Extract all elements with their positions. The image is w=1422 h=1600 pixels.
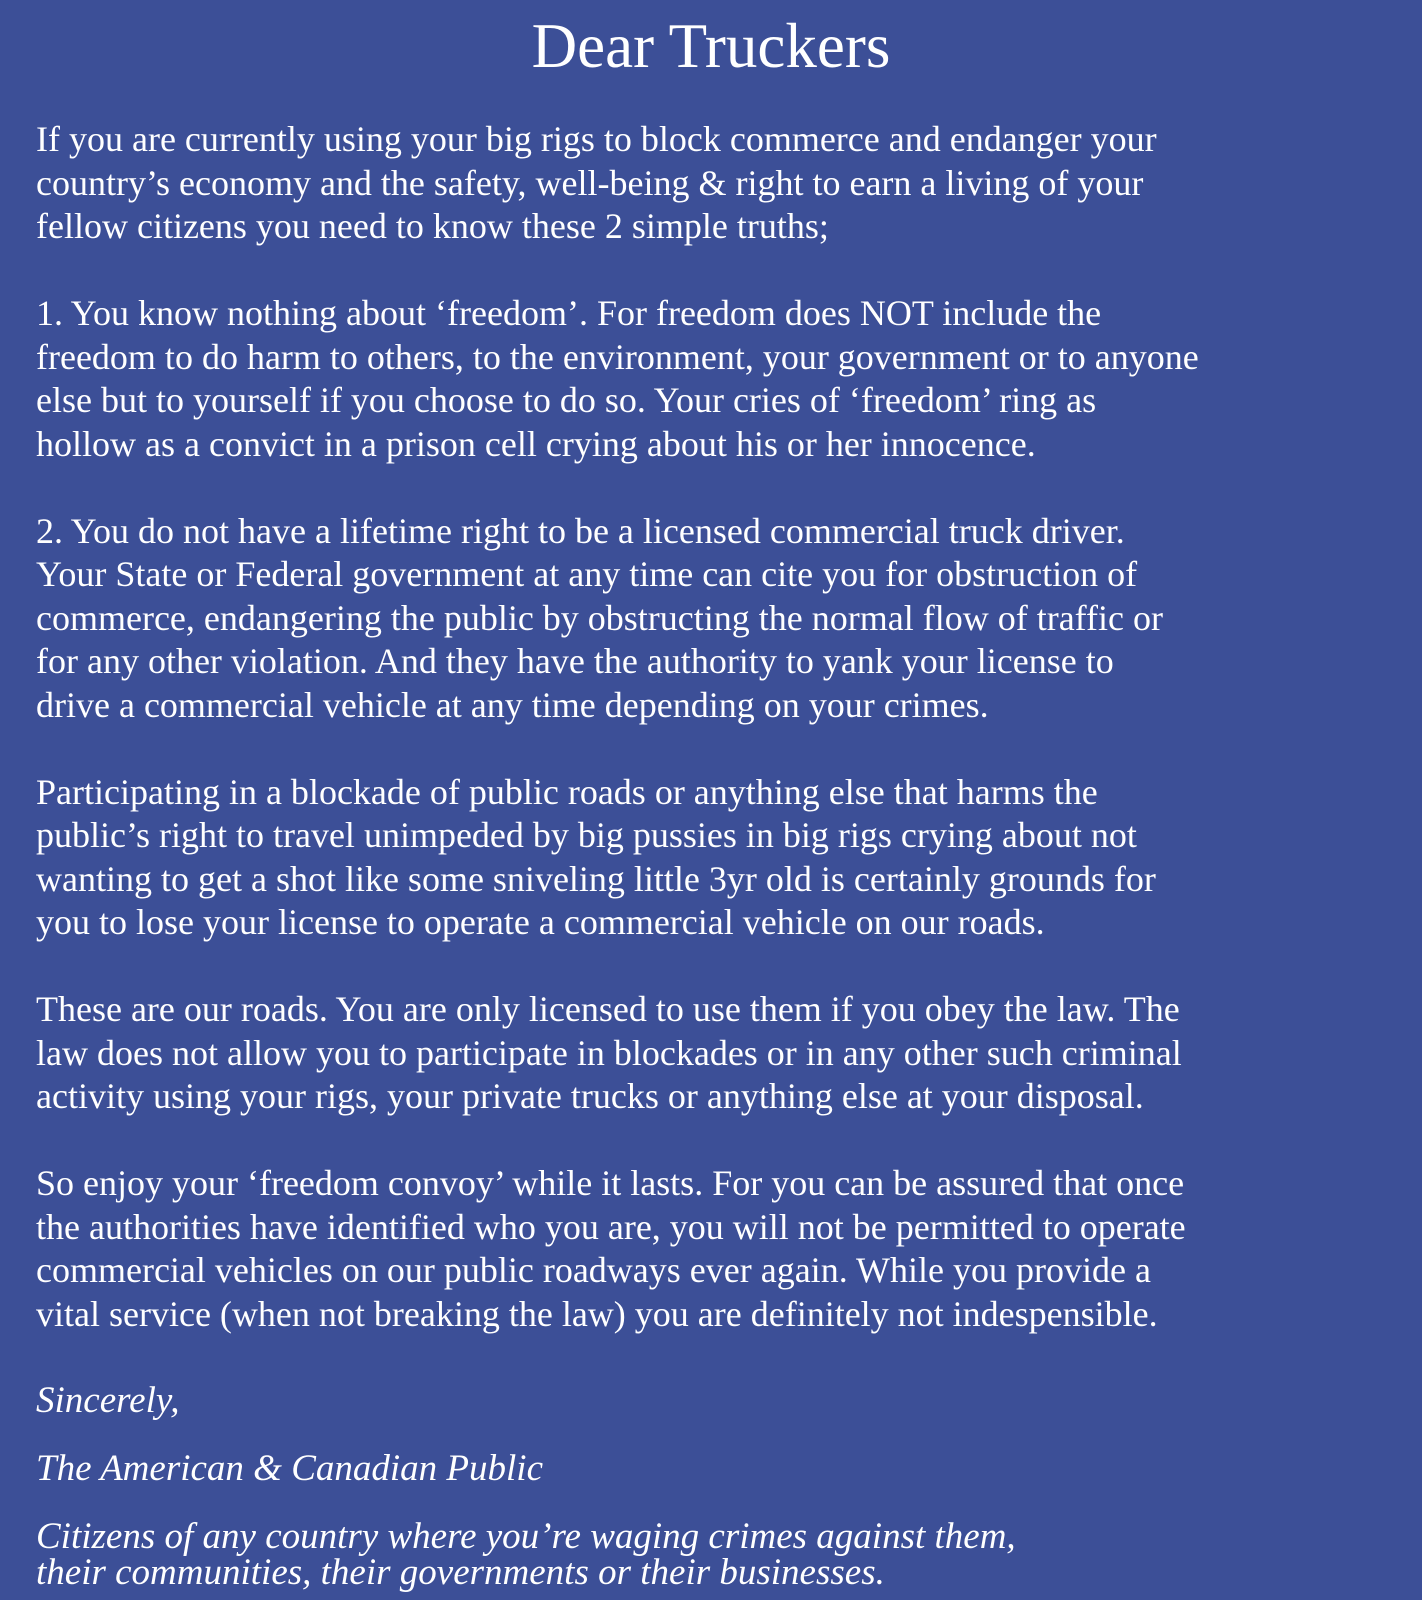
paragraph-line: So enjoy your ‘freedom convoy’ while it lasts. For you can be assured that once — [36, 1163, 1185, 1203]
paragraph-line: for any other violation. And they have the authority to yank your license to — [36, 641, 1114, 681]
paragraph-blockade — [36, 771, 1422, 945]
paragraph-line: else but to yourself if you choose to do so. Your cries of ‘freedom’ ring as — [36, 380, 1097, 420]
paragraph-line: commerce, endangering the public by obstructing the normal flow of traffic or — [36, 597, 1163, 638]
paragraph-line: activity using your rigs, your private trucks or anything else at your disposal. — [36, 1076, 1144, 1116]
paragraph-line: hollow as a convict in a prison cell crying about his or her innocence. — [36, 423, 1036, 464]
paragraph-truth-1 — [36, 292, 1422, 466]
paragraph-line: wanting to get a shot like some sniveling little 3yr old is certainly grounds for — [36, 858, 1156, 899]
paragraph-line: vital service (when not breaking the law) you are definitely not indespensible. — [36, 1293, 1158, 1334]
signature-note-line: Citizens of any country where you’re waging crimes against them, — [36, 1516, 1016, 1557]
letter-signature: The American & Canadian Public — [36, 1448, 543, 1489]
letter-closing: Sincerely, — [36, 1380, 180, 1421]
paragraph-line: drive a commercial vehicle at any time depending on your crimes. — [36, 684, 989, 725]
paragraph-line: freedom to do harm to others, to the environment, your government or to anyone — [36, 336, 1199, 377]
paragraph-convoy — [36, 1162, 1422, 1336]
paragraph-intro — [36, 118, 1422, 249]
letter-body — [36, 118, 1422, 1380]
paragraph-line: 2. You do not have a lifetime right to be a licensed commercial truck driver. — [36, 510, 1125, 551]
paragraph-line: country’s economy and the safety, well-being & right to earn a living of your — [36, 162, 1144, 203]
paragraph-line: Your State or Federal government at any time can cite you for obstruction of — [36, 554, 1138, 594]
signature-note — [36, 1516, 1016, 1593]
paragraph-line: commercial vehicles on our public roadways ever again. While you provide a — [36, 1250, 1151, 1290]
paragraph-line: Participating in a blockade of public roads or anything else that harms the — [36, 771, 1098, 812]
paragraph-line: fellow citizens you need to know these 2 simple truths; — [36, 206, 829, 246]
paragraph-line: If you are currently using your big rigs to block commerce and endanger your — [36, 119, 1157, 159]
signature-note-line: their communities, their governments or their businesses. — [36, 1552, 885, 1593]
letter-title: Dear Truckers — [531, 11, 891, 81]
paragraph-line: you to lose your license to operate a commercial vehicle on our roads. — [36, 902, 1045, 942]
paragraph-line: public’s right to travel unimpeded by big pussies in big rigs crying about not — [36, 815, 1137, 855]
paragraph-line: law does not allow you to participate in blockades or in any other such criminal — [36, 1032, 1182, 1073]
paragraph-line: These are our roads. You are only licensed to use them if you obey the law. The — [36, 989, 1180, 1029]
paragraph-roads — [36, 988, 1422, 1119]
paragraph-line: 1. You know nothing about ‘freedom’. For freedom does NOT include the — [36, 293, 1102, 333]
paragraph-truth-2 — [36, 510, 1422, 728]
paragraph-line: the authorities have identified who you are, you will not be permitted to operate — [36, 1206, 1186, 1247]
